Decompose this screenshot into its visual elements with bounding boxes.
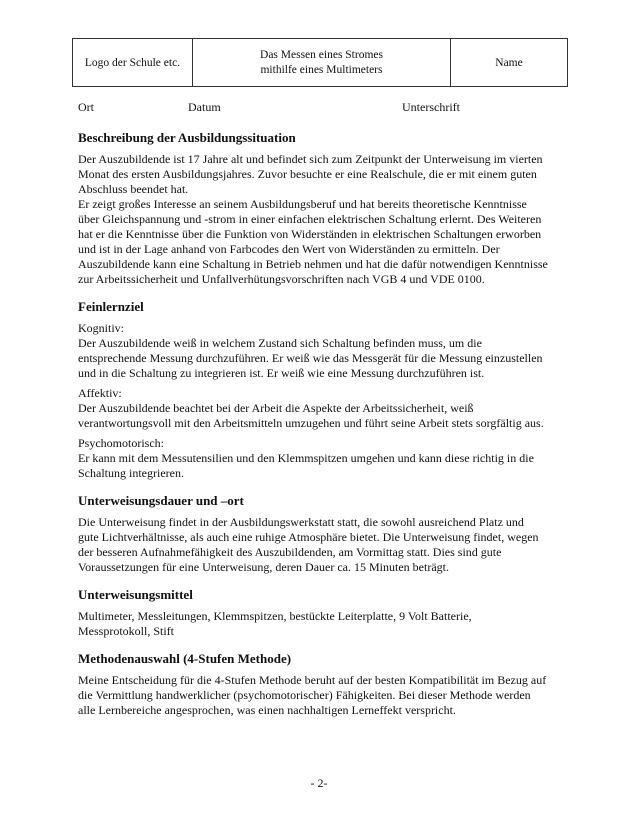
title-line-2: mithilfe eines Multimeters: [260, 63, 383, 76]
section-dauer: [78, 493, 568, 575]
text-line: die Vermittlung handwerklicher (psychomotorischer) Fähigkeiten. Bei dieser Methode werden: [78, 688, 531, 702]
document-body: [78, 130, 568, 730]
kognitiv-block: [78, 321, 568, 381]
section-heading: Beschreibung der Ausbildungssituation: [78, 130, 296, 145]
text-line: Er zeigt großes Interesse an seinem Ausbildungsberuf und hat bereits theoretische Kenntnisse: [78, 197, 527, 211]
text-line: der besseren Aufnahmefähigkeit des Auszubildenden, am Vormittag statt. Dies sind gute: [78, 545, 502, 559]
subsection-label: Psychomotorisch:: [78, 436, 164, 450]
section-heading: Methodenauswahl (4-Stufen Methode): [78, 651, 292, 666]
name-field: [451, 39, 567, 86]
header-table: [72, 38, 568, 87]
unterschrift-label: Unterschrift: [402, 100, 460, 114]
text-line: zur Arbeitssicherheit und Unfallverhütungsvorschriften nach VGB 4 und VDE 0100.: [78, 272, 485, 286]
school-logo-placeholder: [73, 39, 193, 86]
page-number: - 2-: [310, 776, 328, 790]
meta-row: [78, 100, 558, 116]
paragraph: [78, 515, 568, 575]
text-line: verantwortungsvoll mit den Arbeitsmitteln umzugehen und führt seine Arbeit stets sorgfältig aus.: [78, 416, 544, 430]
text-line: Voraussetzungen für eine Unterweisung, deren Dauer ca. 15 Minuten beträgt.: [78, 560, 449, 574]
datum-label: Datum: [188, 100, 221, 114]
text-line: alle Lernbereiche angesprochen, was einen nachhaltigen Lerneffekt verspricht.: [78, 703, 456, 717]
ort-label: Ort: [78, 100, 94, 114]
section-mittel: [78, 587, 568, 639]
paragraph: [78, 673, 568, 718]
text-line: Auszubildende kann eine Schaltung in Betrieb nehmen und hat die dafür notwendigen Kenntnisse: [78, 257, 548, 271]
text-line: gute Lichtverhältnisse, als auch eine ruhige Atmosphäre bietet. Die Unterweisung findet, wegen: [78, 530, 539, 544]
text-line: und in die Schaltung zu integrieren ist. Er weiß wie eine Messung durchzuführen ist.: [78, 366, 485, 380]
paragraph: [78, 152, 568, 287]
text-line: Der Auszubildende weiß in welchem Zustand sich Schaltung befinden muss, um die: [78, 336, 482, 350]
psychomotorisch-block: [78, 436, 568, 481]
text-line: Der Auszubildende beachtet bei der Arbeit die Aspekte der Arbeitssicherheit, weiß: [78, 401, 474, 415]
subsection-label: Affektiv:: [78, 386, 122, 400]
paragraph: [78, 609, 568, 639]
text-line: Multimeter, Messleitungen, Klemmspitzen, bestückte Leiterplatte, 9 Volt Batterie,: [78, 609, 472, 623]
text-line: Abschluss beendet hat.: [78, 182, 189, 196]
section-heading: Feinlernziel: [78, 299, 144, 314]
text-line: und ist in der Lage anhand von Farbcodes den Wert von Widerständen zu ermitteln. Der: [78, 242, 500, 256]
section-heading: Unterweisungsdauer und –ort: [78, 493, 244, 508]
text-line: Schaltung integrieren.: [78, 466, 184, 480]
text-line: über Gleichspannung und -strom in einer einfachen elektrischen Schaltung erlernt. Des Weiteren: [78, 212, 542, 226]
section-beschreibung: [78, 130, 568, 287]
section-feinlernziel: [78, 299, 568, 481]
section-methode: [78, 651, 568, 718]
text-line: Monat des ersten Ausbildungsjahres. Zuvor besuchte er eine Realschule, die er mit einem guten: [78, 167, 537, 181]
text-line: Er kann mit dem Messutensilien und den Klemmspitzen umgehen und kann diese richtig in die: [78, 451, 534, 465]
document-title: [193, 39, 451, 86]
text-line: hat er die Kenntnisse über die Funktion von Widerständen in elektrischen Schaltungen erworben: [78, 227, 542, 241]
text-line: Der Auszubildende ist 17 Jahre alt und befindet sich zum Zeitpunkt der Unterweisung im vierten: [78, 152, 543, 166]
text-line: entsprechende Messung durchzuführen. Er weiß wie das Messgerät für die Messung einzustellen: [78, 351, 543, 365]
name-label: Name: [495, 56, 523, 69]
text-line: Die Unterweisung findet in der Ausbildungswerkstatt statt, die sowohl ausreichend Platz und: [78, 515, 524, 529]
text-line: Meine Entscheidung für die 4-Stufen Methode beruht auf der besten Kompatibilität im Bezug auf: [78, 673, 547, 687]
affektiv-block: [78, 386, 568, 431]
text-line: Messprotokoll, Stift: [78, 624, 175, 638]
title-line-1: Das Messen eines Stromes: [260, 48, 383, 61]
logo-text: Logo der Schule etc.: [84, 56, 181, 69]
subsection-label: Kognitiv:: [78, 321, 125, 335]
section-heading: Unterweisungsmittel: [78, 587, 193, 602]
